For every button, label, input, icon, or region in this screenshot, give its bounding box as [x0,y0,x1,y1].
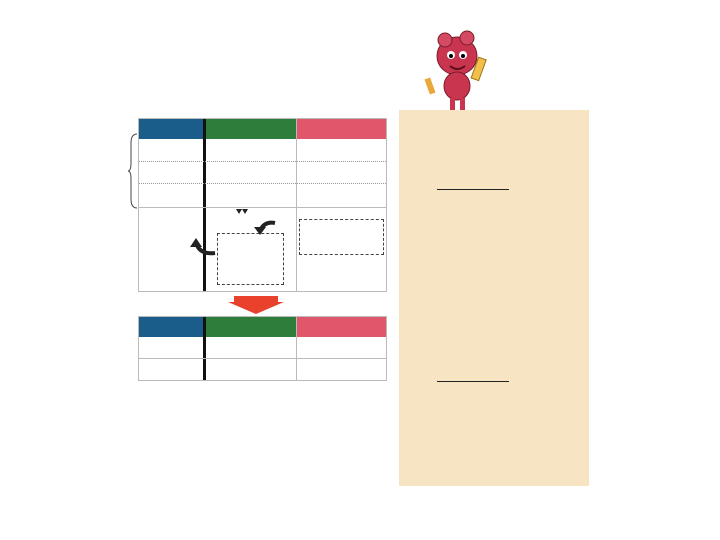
place-value-chart-bottom [138,316,387,381]
header-ones [139,119,203,139]
regroup-box-hundredths [299,219,384,255]
header-ones [139,317,203,337]
calc1-line [437,189,509,190]
header-hundredths [297,317,386,337]
decimal-line [203,317,206,380]
explanation-panel [399,110,589,486]
red-down-arrow-icon [226,294,286,316]
row-divider [139,161,386,162]
row-divider [139,183,386,184]
regroup-arrows [180,205,300,265]
calc2-line [437,381,509,382]
ice-cream-mascot-illustration [415,28,505,113]
header-tenths [205,119,297,139]
row-divider [139,358,386,359]
curly-brace [128,133,138,209]
header-tenths [205,317,297,337]
header-hundredths [297,119,386,139]
column-divider [296,317,297,380]
